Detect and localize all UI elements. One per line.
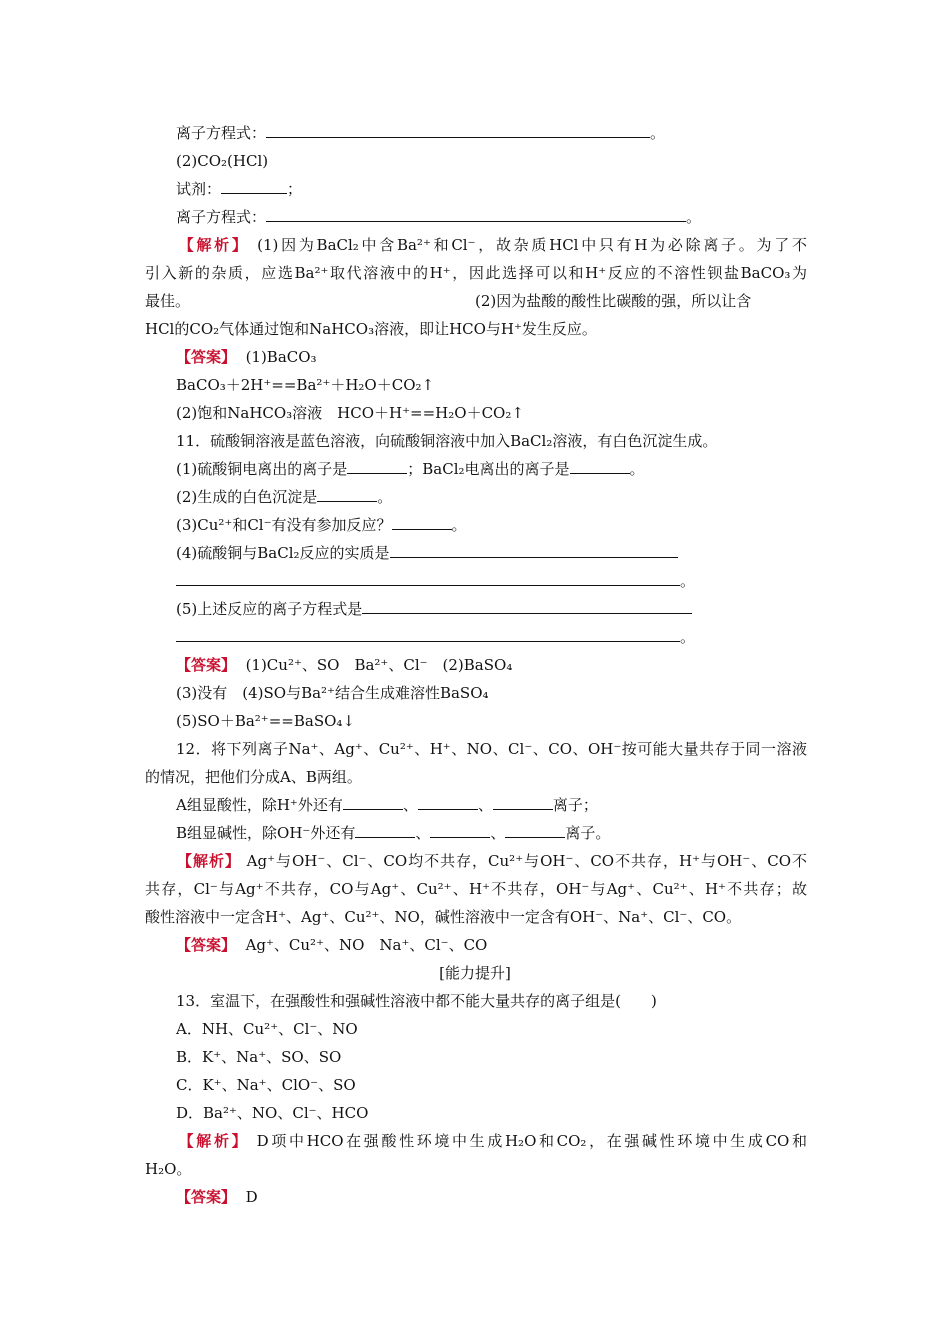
q11-part1: (1)硫酸铜电离出的离子是 ；BaCl₂电离出的离子是 。 [176, 460, 645, 478]
q12-analysis-line-2: 共存，Cl⁻与Ag⁺不共存，CO与Ag⁺、Cu²⁺、H⁺不共存，OH⁻与Ag⁺、Cu²⁺、H⁺不共存；故 [145, 880, 807, 898]
q13-analysis-line-1: 【解析】 D项中HCO在强酸性环境中生成H₂O和CO₂，在强碱性环境中生成CO和 [176, 1132, 807, 1150]
q13-analysis-line-2: H₂O。 [145, 1160, 192, 1178]
q13-option-a: A．NH、Cu²⁺、Cl⁻、NO [176, 1020, 358, 1038]
q13-option-d: D．Ba²⁺、NO、Cl⁻、HCO [176, 1104, 369, 1122]
answer-tag: 【答案】 [176, 348, 237, 366]
answer-tag: 【答案】 [176, 936, 237, 954]
answer-blank[interactable] [505, 823, 565, 838]
q10-analysis-line-4: HCl的CO₂气体通过饱和NaHCO₃溶液，即让HCO与H⁺发生反应。 [145, 320, 597, 338]
q12-stem-line-1: 12．将下列离子Na⁺、Ag⁺、Cu²⁺、H⁺、NO、Cl⁻、CO、OH⁻按可能大量共存于同一溶液 [176, 740, 807, 758]
q12-answer: 【答案】 Ag⁺、Cu²⁺、NO Na⁺、Cl⁻、CO [176, 936, 488, 954]
q11-part2: (2)生成的白色沉淀是 。 [176, 488, 393, 506]
q12-group-a: A组显酸性，除H⁺外还有 、 、 离子； [176, 796, 598, 814]
answer-blank[interactable] [176, 627, 680, 642]
answer-blank[interactable] [570, 459, 630, 474]
q13-option-b: B．K⁺、Na⁺、SO、SO [176, 1048, 342, 1066]
q11-answer-line-3: (5)SO＋Ba²⁺==BaSO₄↓ [176, 712, 355, 730]
q13-stem: 13．室温下，在强酸性和强碱性溶液中都不能大量共存的离子组是( ) [176, 992, 657, 1010]
answer-tag: 【答案】 [176, 656, 237, 674]
q12-group-b: B组显碱性，除OH⁻外还有 、 、 离子。 [176, 824, 611, 842]
q11-part4-cont: 。 [176, 571, 695, 591]
q12-analysis-line-3: 酸性溶液中一定含H⁺、Ag⁺、Cu²⁺、NO，碱性溶液中一定含有OH⁻、Na⁺、Cl⁻、CO。 [145, 908, 742, 926]
answer-blank[interactable] [343, 795, 403, 810]
q10-analysis-line-3: 最佳。 (2)因为盐酸的酸性比碳酸的强，所以让含 [145, 292, 752, 310]
q13-option-c: C．K⁺、Na⁺、ClO⁻、SO [176, 1076, 356, 1094]
q11-part4: (4)硫酸铜与BaCl₂反应的实质是 [176, 543, 678, 563]
q12-stem-line-2: 的情况，把他们分成A、B两组。 [145, 768, 362, 786]
q11-part3: (3)Cu²⁺和Cl⁻有没有参加反应？ 。 [176, 516, 467, 534]
analysis-tag: 【解析】 [176, 852, 241, 870]
q10-analysis-line-1: 【解析】 (1)因为BaCl₂中含Ba²⁺和Cl⁻，故杂质HCl中只有H为必除离子。为了不 [176, 236, 807, 254]
answer-tag: 【答案】 [176, 1188, 237, 1206]
q11-stem: 11．硫酸铜溶液是蓝色溶液，向硫酸铜溶液中加入BaCl₂溶液，有白色沉淀生成。 [176, 432, 718, 450]
analysis-tag: 【解析】 [176, 1132, 250, 1150]
answer-blank[interactable] [221, 179, 287, 194]
q10-answer-line-1: 【答案】 (1)BaCO₃ [176, 348, 317, 366]
q10-analysis-line-2: 引入新的杂质，应选Ba²⁺取代溶液中的H⁺，因此选择可以和H⁺反应的不溶性钡盐BaCO₃为 [145, 264, 807, 282]
q10-reagent: 试剂： ； [176, 180, 303, 198]
answer-blank[interactable] [362, 599, 692, 614]
section-heading: [能力提升] [439, 964, 511, 982]
answer-blank[interactable] [176, 571, 680, 586]
q10-ionic-eq-2: 离子方程式： 。 [176, 208, 702, 226]
answer-blank[interactable] [347, 459, 407, 474]
q12-analysis-line-1: 【解析】 Ag⁺与OH⁻、Cl⁻、CO均不共存，Cu²⁺与OH⁻、CO不共存，H⁺与OH⁻、CO不 [176, 852, 807, 870]
q10-answer-line-3: (2)饱和NaHCO₃溶液 HCO＋H⁺==H₂O＋CO₂↑ [176, 404, 524, 422]
answer-blank[interactable] [266, 123, 650, 138]
analysis-tag: 【解析】 [176, 236, 250, 254]
q10-part2: (2)CO₂(HCl) [176, 152, 269, 170]
answer-blank[interactable] [493, 795, 553, 810]
answer-blank[interactable] [355, 823, 415, 838]
q10-ionic-eq-1: 离子方程式： 。 [176, 124, 666, 142]
answer-blank[interactable] [430, 823, 490, 838]
answer-blank[interactable] [317, 487, 377, 502]
q10-answer-line-2: BaCO₃＋2H⁺==Ba²⁺＋H₂O＋CO₂↑ [176, 376, 435, 394]
q11-part5: (5)上述反应的离子方程式是 [176, 599, 692, 619]
q11-answer-line-1: 【答案】 (1)Cu²⁺、SO Ba²⁺、Cl⁻ (2)BaSO₄ [176, 656, 513, 674]
q13-answer: 【答案】 D [176, 1188, 258, 1206]
q11-part5-cont: 。 [176, 627, 695, 647]
q11-answer-line-2: (3)没有 (4)SO与Ba²⁺结合生成难溶性BaSO₄ [176, 684, 489, 702]
answer-blank[interactable] [418, 795, 478, 810]
answer-blank[interactable] [390, 543, 678, 558]
answer-blank[interactable] [266, 207, 686, 222]
answer-blank[interactable] [392, 515, 452, 530]
